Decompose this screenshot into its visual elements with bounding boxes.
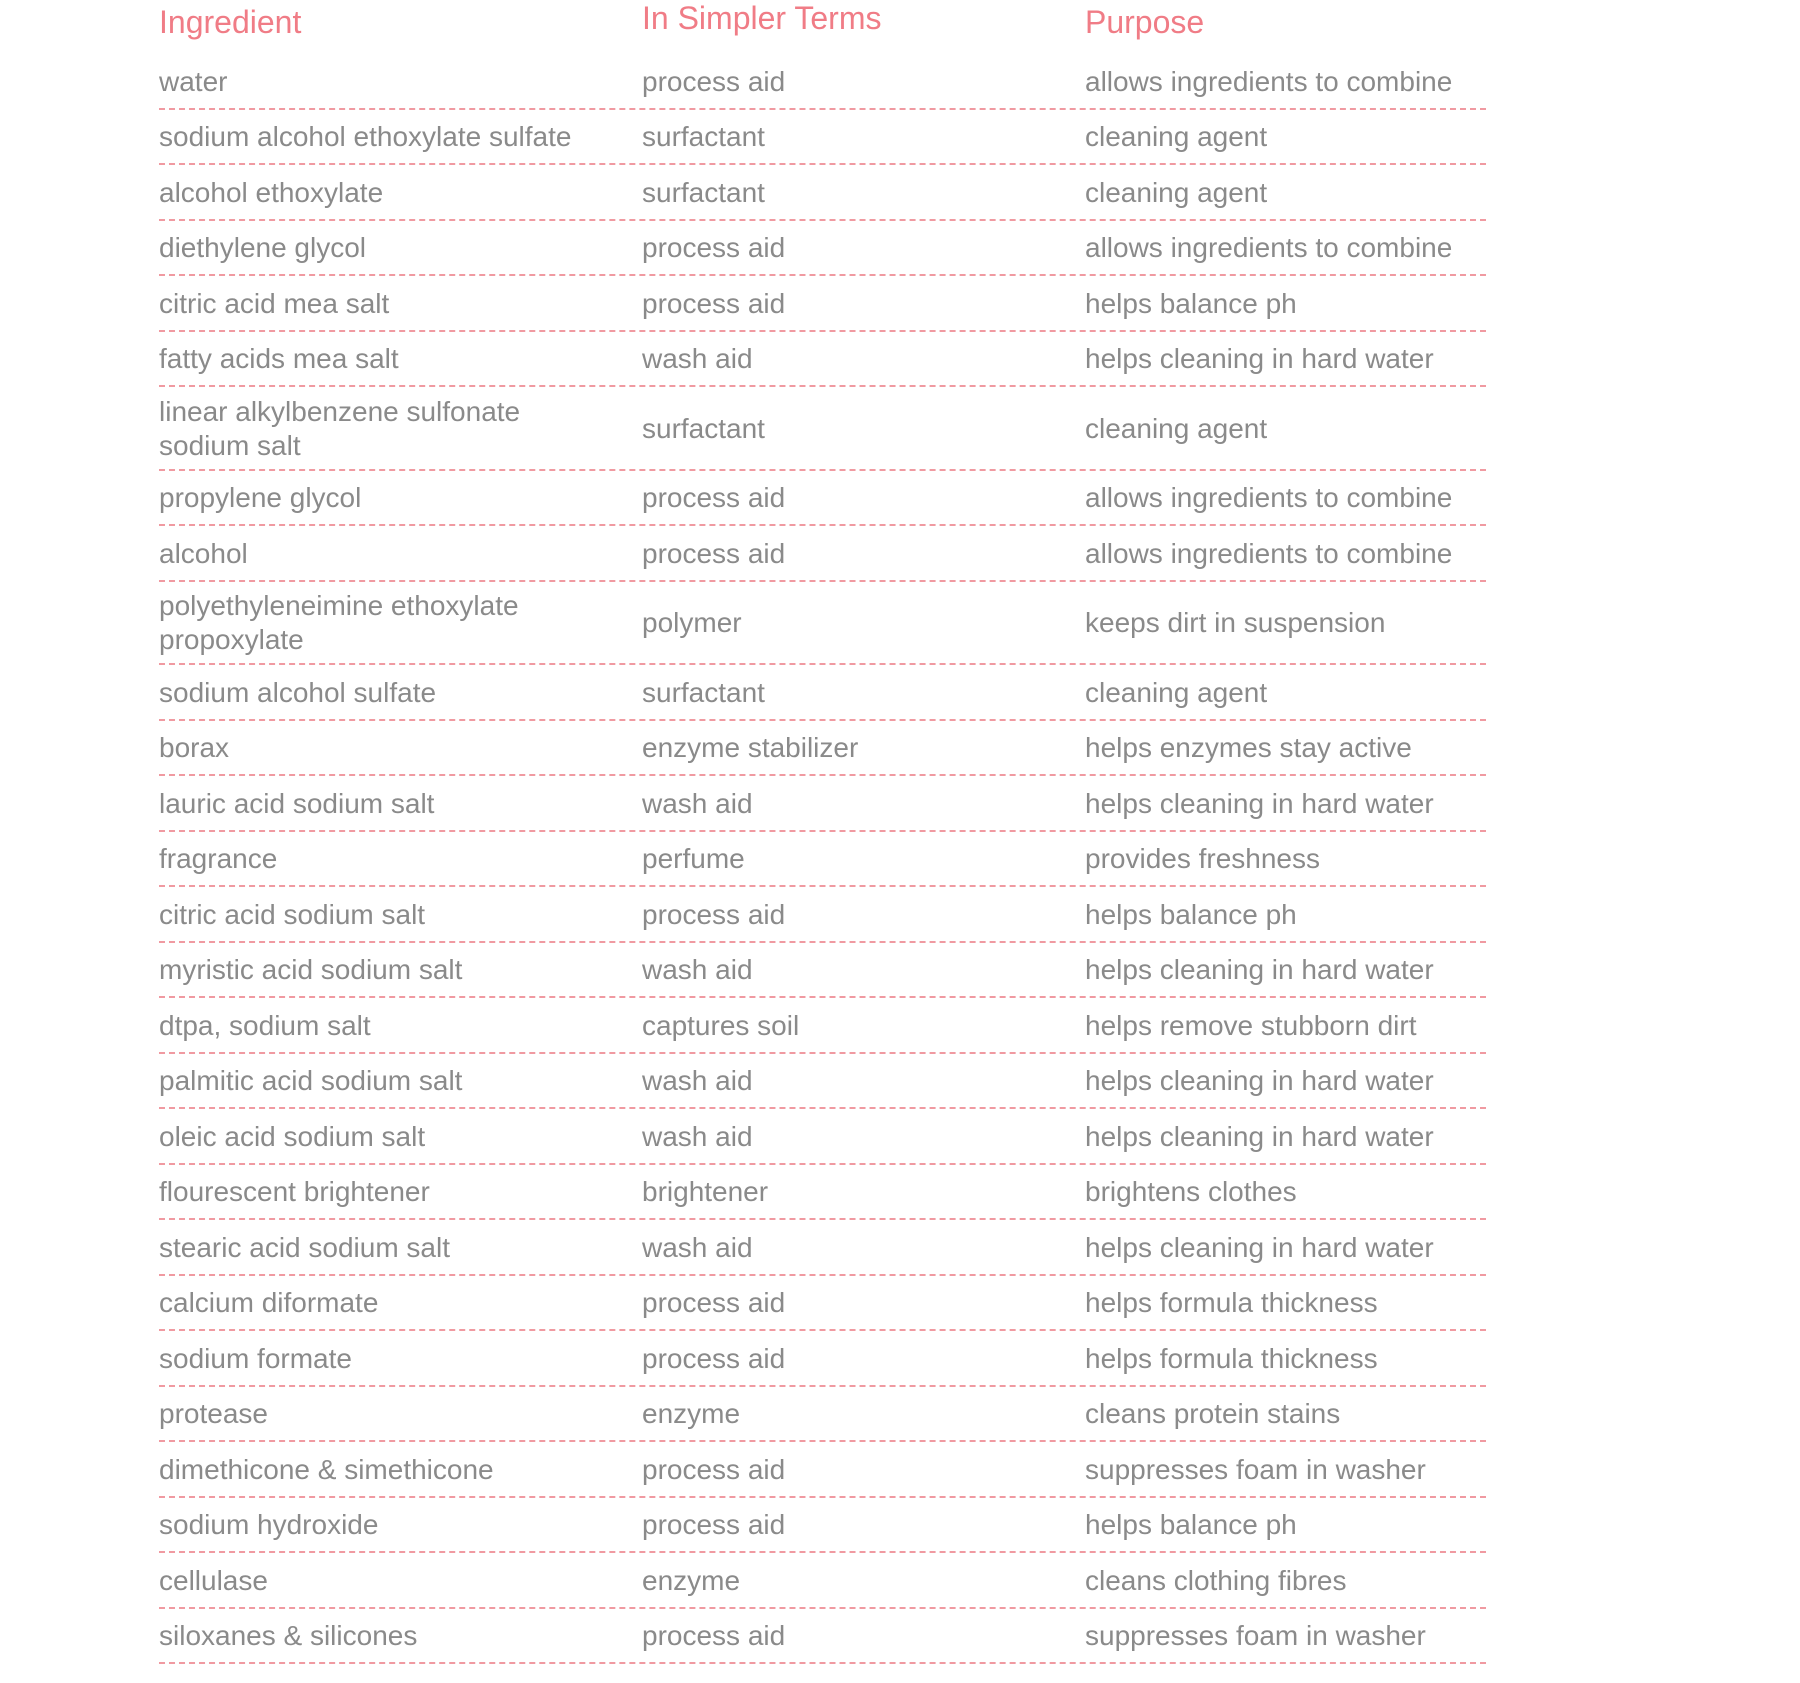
purpose-cell: suppresses foam in washer	[1085, 1453, 1426, 1485]
purpose-cell: keeps dirt in suspension	[1085, 607, 1386, 639]
ingredient-cell: lauric acid sodium salt	[159, 787, 435, 819]
table-row	[159, 998, 1486, 1054]
ingredient-cell: sodium hydroxide	[159, 1509, 379, 1541]
simpler-terms-cell: enzyme stabilizer	[642, 732, 859, 764]
purpose-cell: helps formula thickness	[1085, 1342, 1378, 1374]
purpose-cell: cleaning agent	[1085, 121, 1268, 153]
purpose-cell: helps balance ph	[1085, 1509, 1297, 1541]
table-row	[159, 387, 1486, 471]
ingredient-cell: propylene glycol	[159, 482, 362, 514]
ingredient-cell: siloxanes & silicones	[159, 1620, 418, 1652]
table-row	[159, 1220, 1486, 1276]
purpose-cell: provides freshness	[1085, 843, 1321, 875]
ingredient-cell: water	[159, 65, 228, 97]
simpler-terms-cell: process aid	[642, 1342, 786, 1374]
ingredient-cell: myristic acid sodium salt	[159, 954, 463, 986]
ingredient-cell: stearic acid sodium salt	[159, 1231, 451, 1263]
ingredient-line-1: linear alkylbenzene sulfonate	[159, 395, 521, 427]
purpose-cell: helps enzymes stay active	[1085, 732, 1412, 764]
table-row	[159, 1498, 1486, 1554]
header-ingredient: Ingredient	[159, 4, 302, 40]
header-purpose: Purpose	[1085, 4, 1205, 40]
purpose-cell: helps balance ph	[1085, 898, 1297, 930]
ingredient-line-1: polyethyleneimine ethoxylate	[159, 590, 519, 622]
purpose-cell: helps cleaning in hard water	[1085, 954, 1434, 986]
ingredient-line-2: sodium salt	[159, 429, 301, 461]
table-row	[159, 1165, 1486, 1221]
ingredient-cell: fragrance	[159, 843, 278, 875]
ingredient-cell: cellulase	[159, 1564, 268, 1596]
table-row	[159, 1331, 1486, 1387]
purpose-cell: cleans protein stains	[1085, 1398, 1341, 1430]
ingredient-cell: alcohol ethoxylate	[159, 176, 384, 208]
simpler-terms-cell: surfactant	[642, 676, 765, 708]
ingredient-cell: sodium formate	[159, 1342, 352, 1374]
table-row	[159, 332, 1486, 388]
simpler-terms-cell: process aid	[642, 1620, 786, 1652]
simpler-terms-cell: enzyme	[642, 1564, 741, 1596]
ingredient-cell: palmitic acid sodium salt	[159, 1065, 463, 1097]
ingredient-cell: sodium alcohol ethoxylate sulfate	[159, 121, 572, 153]
ingredient-cell: citric acid sodium salt	[159, 898, 426, 930]
simpler-terms-cell: process aid	[642, 482, 786, 514]
simpler-terms-cell: process aid	[642, 1287, 786, 1319]
simpler-terms-cell: process aid	[642, 65, 786, 97]
table-row	[159, 526, 1486, 582]
table-row	[159, 1054, 1486, 1110]
simpler-terms-cell: process aid	[642, 1509, 786, 1541]
table-row	[159, 221, 1486, 277]
table-row	[159, 276, 1486, 332]
simpler-terms-cell: process aid	[642, 232, 786, 264]
purpose-cell: helps cleaning in hard water	[1085, 343, 1434, 375]
simpler-terms-cell: wash aid	[642, 343, 753, 375]
simpler-terms-cell: surfactant	[642, 121, 765, 153]
simpler-terms-cell: captures soil	[642, 1009, 800, 1041]
ingredient-cell: alcohol	[159, 537, 248, 569]
simpler-terms-cell: surfactant	[642, 412, 765, 444]
table-body	[159, 54, 1486, 1664]
purpose-cell: helps cleaning in hard water	[1085, 1231, 1434, 1263]
simpler-terms-cell: surfactant	[642, 176, 765, 208]
ingredient-cell	[159, 393, 642, 463]
simpler-terms-cell: wash aid	[642, 1065, 753, 1097]
purpose-cell: allows ingredients to combine	[1085, 65, 1453, 97]
simpler-terms-cell: wash aid	[642, 1231, 753, 1263]
ingredient-cell: protease	[159, 1398, 268, 1430]
ingredients-table	[159, 0, 1486, 1664]
table-row	[159, 1109, 1486, 1165]
ingredient-cell: borax	[159, 732, 230, 764]
simpler-terms-cell: wash aid	[642, 1120, 753, 1152]
simpler-terms-cell: process aid	[642, 537, 786, 569]
purpose-cell: cleaning agent	[1085, 676, 1268, 708]
purpose-cell: helps cleaning in hard water	[1085, 1120, 1434, 1152]
ingredient-cell: diethylene glycol	[159, 232, 367, 264]
table-row	[159, 471, 1486, 527]
simpler-terms-cell: polymer	[642, 607, 742, 639]
table-row	[159, 1442, 1486, 1498]
table-row	[159, 1609, 1486, 1665]
ingredient-cell: fatty acids mea salt	[159, 343, 399, 375]
purpose-cell: allows ingredients to combine	[1085, 232, 1453, 264]
table-row	[159, 832, 1486, 888]
simpler-terms-cell: process aid	[642, 1453, 786, 1485]
ingredient-cell: citric acid mea salt	[159, 287, 390, 319]
purpose-cell: helps cleaning in hard water	[1085, 1065, 1434, 1097]
ingredient-line-2: propoxylate	[159, 624, 304, 656]
table-row	[159, 582, 1486, 666]
table-row	[159, 665, 1486, 721]
simpler-terms-cell: wash aid	[642, 954, 753, 986]
ingredient-cell: flourescent brightener	[159, 1176, 430, 1208]
purpose-cell: cleaning agent	[1085, 176, 1268, 208]
simpler-terms-cell: brightener	[642, 1176, 769, 1208]
table-row	[159, 1553, 1486, 1609]
ingredient-cell: calcium diformate	[159, 1287, 379, 1319]
table-row	[159, 721, 1486, 777]
simpler-terms-cell: process aid	[642, 287, 786, 319]
table-row	[159, 110, 1486, 166]
table-row	[159, 165, 1486, 221]
purpose-cell: cleans clothing fibres	[1085, 1564, 1347, 1596]
ingredient-cell: dimethicone & simethicone	[159, 1453, 494, 1485]
purpose-cell: brightens clothes	[1085, 1176, 1297, 1208]
header-simpler-terms: In Simpler Terms	[642, 0, 882, 36]
purpose-cell: helps cleaning in hard water	[1085, 787, 1434, 819]
table-row	[159, 943, 1486, 999]
table-row	[159, 1387, 1486, 1443]
table-row	[159, 54, 1486, 110]
simpler-terms-cell: process aid	[642, 898, 786, 930]
ingredient-cell	[159, 587, 642, 657]
table-row	[159, 776, 1486, 832]
purpose-cell: suppresses foam in washer	[1085, 1620, 1426, 1652]
simpler-terms-cell: wash aid	[642, 787, 753, 819]
purpose-cell: allows ingredients to combine	[1085, 482, 1453, 514]
table-row	[159, 887, 1486, 943]
table-row	[159, 1276, 1486, 1332]
simpler-terms-cell: enzyme	[642, 1398, 741, 1430]
simpler-terms-cell: perfume	[642, 843, 745, 875]
table-header	[159, 0, 1486, 54]
ingredient-cell: dtpa, sodium salt	[159, 1009, 371, 1041]
purpose-cell: helps formula thickness	[1085, 1287, 1378, 1319]
purpose-cell: helps remove stubborn dirt	[1085, 1009, 1417, 1041]
ingredient-cell: oleic acid sodium salt	[159, 1120, 426, 1152]
purpose-cell: allows ingredients to combine	[1085, 537, 1453, 569]
purpose-cell: cleaning agent	[1085, 412, 1268, 444]
purpose-cell: helps balance ph	[1085, 287, 1297, 319]
ingredient-cell: sodium alcohol sulfate	[159, 676, 437, 708]
